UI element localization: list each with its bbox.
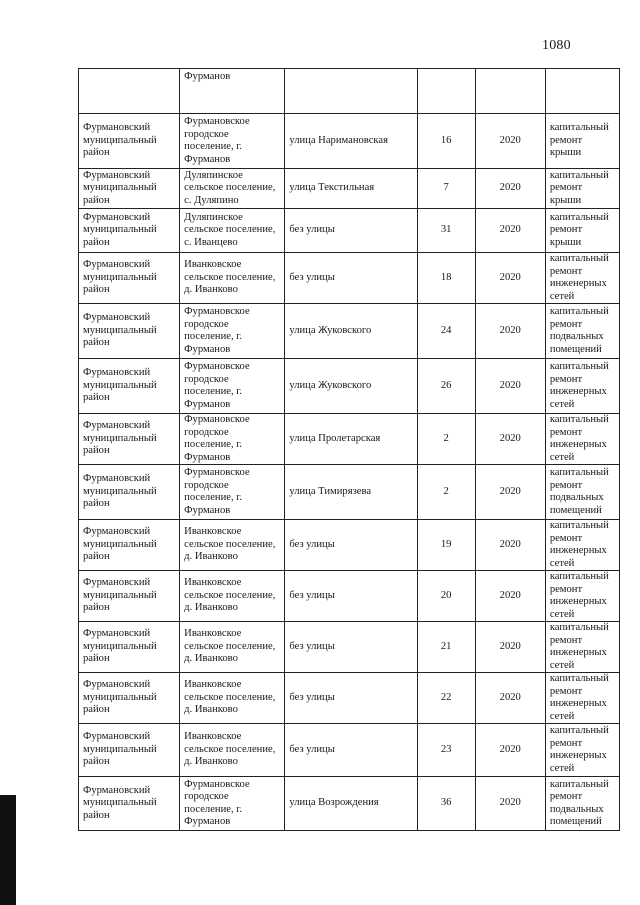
year-cell: 2020: [475, 571, 545, 622]
table-row: [79, 465, 620, 520]
district-cell: Фурмановский муниципальный район: [79, 520, 180, 571]
street-cell: без улицы: [285, 724, 417, 777]
house-number-cell: 24: [417, 304, 475, 359]
settlement-cell: Фурмановское городское поселение, г. Фурманов: [180, 359, 285, 414]
table-row: [79, 777, 620, 831]
street-cell: без улицы: [285, 253, 417, 304]
street-cell: улица Тимирязева: [285, 465, 417, 520]
table-row: [79, 114, 620, 169]
year-cell: 2020: [475, 253, 545, 304]
year-cell: 2020: [475, 414, 545, 465]
work-type-cell: капитальный ремонт подвальных помещений: [545, 465, 619, 520]
street-cell: улица Пролетарская: [285, 414, 417, 465]
house-number-cell: 19: [417, 520, 475, 571]
district-cell: Фурмановский муниципальный район: [79, 114, 180, 169]
house-number-cell: 31: [417, 209, 475, 253]
housing-repair-table: [78, 68, 620, 831]
work-type-cell: капитальный ремонт инженерных сетей: [545, 520, 619, 571]
house-number-cell: 26: [417, 359, 475, 414]
house-number-cell: 2: [417, 414, 475, 465]
work-type-cell: капитальный ремонт крыши: [545, 114, 619, 169]
street-cell: без улицы: [285, 571, 417, 622]
settlement-cell: Иванковское сельское поселение, д. Иванково: [180, 673, 285, 724]
year-cell: 2020: [475, 724, 545, 777]
district-cell: Фурмановский муниципальный район: [79, 724, 180, 777]
district-cell: Фурмановский муниципальный район: [79, 571, 180, 622]
table-row: [79, 520, 620, 571]
table-row: [79, 571, 620, 622]
settlement-cell: Иванковское сельское поселение, д. Иванково: [180, 253, 285, 304]
table-row: [79, 359, 620, 414]
table-row: [79, 414, 620, 465]
work-type-cell: капитальный ремонт инженерных сетей: [545, 359, 619, 414]
year-cell: 2020: [475, 169, 545, 209]
district-cell: Фурмановский муниципальный район: [79, 465, 180, 520]
district-cell: [79, 69, 180, 114]
street-cell: без улицы: [285, 520, 417, 571]
district-cell: Фурмановский муниципальный район: [79, 359, 180, 414]
work-type-cell: капитальный ремонт инженерных сетей: [545, 253, 619, 304]
settlement-cell: Фурмановское городское поселение, г. Фурманов: [180, 114, 285, 169]
settlement-cell: Иванковское сельское поселение, д. Иванково: [180, 520, 285, 571]
year-cell: 2020: [475, 673, 545, 724]
street-cell: [285, 69, 417, 114]
year-cell: 2020: [475, 209, 545, 253]
table-row: [79, 69, 620, 114]
settlement-cell: Фурмановское городское поселение, г. Фурманов: [180, 304, 285, 359]
year-cell: [475, 69, 545, 114]
work-type-cell: капитальный ремонт инженерных сетей: [545, 673, 619, 724]
street-cell: без улицы: [285, 209, 417, 253]
house-number-cell: 22: [417, 673, 475, 724]
settlement-cell: Дуляпинское сельское поселение, с. Дуляпино: [180, 169, 285, 209]
district-cell: Фурмановский муниципальный район: [79, 169, 180, 209]
work-type-cell: капитальный ремонт инженерных сетей: [545, 622, 619, 673]
settlement-cell: Иванковское сельское поселение, д. Иванково: [180, 622, 285, 673]
district-cell: Фурмановский муниципальный район: [79, 414, 180, 465]
district-cell: Фурмановский муниципальный район: [79, 622, 180, 673]
year-cell: 2020: [475, 114, 545, 169]
settlement-cell: Дуляпинское сельское поселение, с. Иванцево: [180, 209, 285, 253]
housing-repair-table-container: [78, 68, 620, 831]
settlement-cell: Фурмановское городское поселение, г. Фурманов: [180, 777, 285, 831]
district-cell: Фурмановский муниципальный район: [79, 777, 180, 831]
table-row: [79, 724, 620, 777]
work-type-cell: капитальный ремонт крыши: [545, 169, 619, 209]
work-type-cell: капитальный ремонт подвальных помещений: [545, 304, 619, 359]
street-cell: улица Жуковского: [285, 304, 417, 359]
settlement-cell: Фурмановское городское поселение, г. Фурманов: [180, 465, 285, 520]
work-type-cell: [545, 69, 619, 114]
street-cell: улица Текстильная: [285, 169, 417, 209]
year-cell: 2020: [475, 465, 545, 520]
street-cell: улица Наримановская: [285, 114, 417, 169]
table-row: [79, 169, 620, 209]
house-number-cell: 18: [417, 253, 475, 304]
work-type-cell: капитальный ремонт инженерных сетей: [545, 571, 619, 622]
house-number-cell: 21: [417, 622, 475, 673]
street-cell: улица Жуковского: [285, 359, 417, 414]
house-number-cell: 23: [417, 724, 475, 777]
table-row: [79, 304, 620, 359]
street-cell: без улицы: [285, 673, 417, 724]
table-row: [79, 673, 620, 724]
table-row: [79, 253, 620, 304]
settlement-cell: Фурманов: [180, 69, 285, 114]
street-cell: без улицы: [285, 622, 417, 673]
district-cell: Фурмановский муниципальный район: [79, 209, 180, 253]
house-number-cell: 16: [417, 114, 475, 169]
year-cell: 2020: [475, 359, 545, 414]
house-number-cell: 2: [417, 465, 475, 520]
house-number-cell: 36: [417, 777, 475, 831]
year-cell: 2020: [475, 520, 545, 571]
work-type-cell: капитальный ремонт подвальных помещений: [545, 777, 619, 831]
page-number: 1080: [542, 38, 571, 53]
district-cell: Фурмановский муниципальный район: [79, 253, 180, 304]
year-cell: 2020: [475, 304, 545, 359]
district-cell: Фурмановский муниципальный район: [79, 304, 180, 359]
table-row: [79, 622, 620, 673]
work-type-cell: капитальный ремонт инженерных сетей: [545, 724, 619, 777]
scan-edge-bar: [0, 795, 16, 905]
district-cell: Фурмановский муниципальный район: [79, 673, 180, 724]
year-cell: 2020: [475, 777, 545, 831]
work-type-cell: капитальный ремонт инженерных сетей: [545, 414, 619, 465]
house-number-cell: 20: [417, 571, 475, 622]
settlement-cell: Фурмановское городское поселение, г. Фурманов: [180, 414, 285, 465]
settlement-cell: Иванковское сельское поселение, д. Иванково: [180, 571, 285, 622]
settlement-cell: Иванковское сельское поселение, д. Иванково: [180, 724, 285, 777]
street-cell: улица Возрождения: [285, 777, 417, 831]
work-type-cell: капитальный ремонт крыши: [545, 209, 619, 253]
house-number-cell: [417, 69, 475, 114]
house-number-cell: 7: [417, 169, 475, 209]
table-row: [79, 209, 620, 253]
year-cell: 2020: [475, 622, 545, 673]
